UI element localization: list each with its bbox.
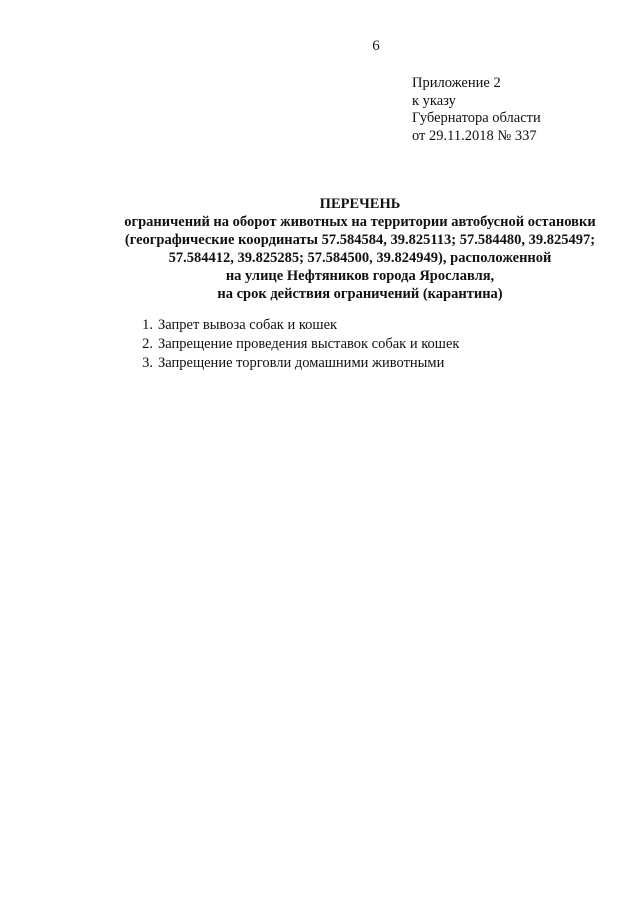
- appendix-line: Губернатора области: [412, 110, 541, 126]
- heading-line: на улице Нефтяников города Ярославля,: [225, 268, 495, 284]
- list-item-text: Запрещение торговли домашними животными: [158, 355, 445, 371]
- appendix-line: Приложение 2: [412, 75, 501, 91]
- document-title: ПЕРЕЧЕНЬ: [319, 196, 401, 212]
- heading-line: на срок действия ограничений (карантина): [217, 286, 503, 302]
- appendix-block: [412, 75, 541, 145]
- heading-line: 57.584412, 39.825285; 57.584500, 39.824949), расположенной: [168, 250, 552, 266]
- appendix-line: к указу: [412, 92, 456, 109]
- list-item-number: 2.: [142, 336, 153, 352]
- heading-line: ограничений на оборот животных на территории автобусной остановки: [124, 214, 596, 230]
- list-item-text: Запрет вывоза собак и кошек: [158, 317, 338, 333]
- list-item-number: 1.: [142, 317, 153, 333]
- list-item-text: Запрещение проведения выставок собак и кошек: [158, 336, 460, 352]
- page-number: 6: [372, 38, 380, 54]
- appendix-line: от 29.11.2018 № 337: [412, 127, 537, 144]
- heading-line: (географические координаты 57.584584, 39.825113; 57.584480, 39.825497;: [124, 232, 596, 248]
- list-item-number: 3.: [142, 355, 153, 371]
- document-heading: [100, 195, 620, 303]
